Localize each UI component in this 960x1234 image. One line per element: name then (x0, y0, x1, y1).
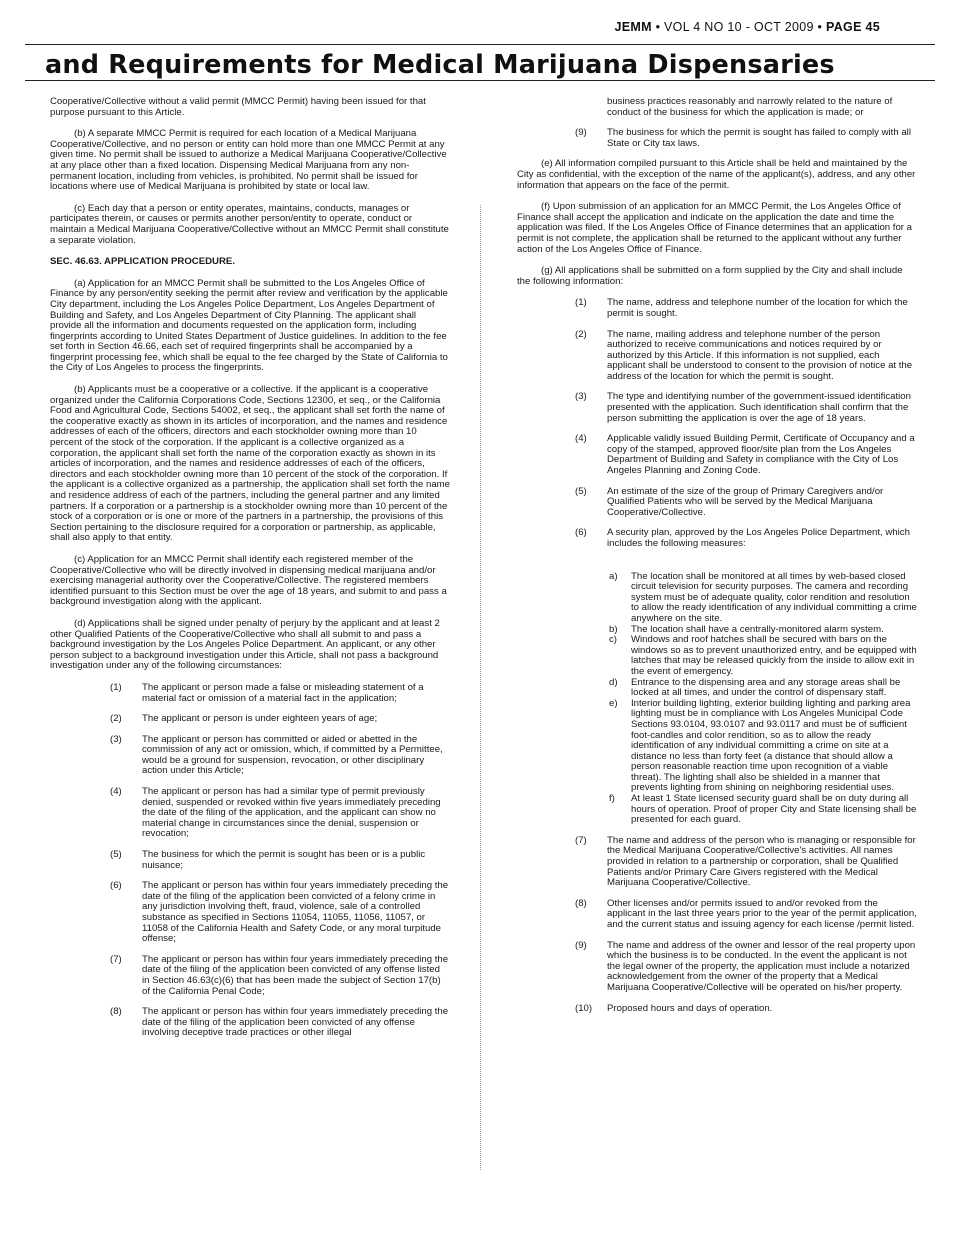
paragraph-d2: (d) Applications shall be signed under penalty of perjury by the applicant and at least 2 other Qualified Patients of the Cooperative/Collective who shall all submit to and pass a background investigation by the Los Angeles Police Department. An applicant, or any other person subject to a background investigation under this Article, shall not pass a background investigation under any of the following circumstances: (50, 617, 440, 672)
list-number: (8) (110, 1006, 122, 1018)
list-text: Proposed hours and days of operation. (607, 1002, 773, 1014)
list-text: The type and identifying number of the government-issued identification presented with the application. Such identification shall confirm that the person submitting the application is over the age of 18 years. (607, 391, 911, 424)
running-head: JEMM • VOL 4 NO 10 - OCT 2009 • PAGE 45 (614, 20, 880, 34)
list-number: (8) (575, 897, 587, 909)
sub-list-text: Windows and roof hatches shall be secured with bars on the windows so as to prevent unauthorized entry, and be equipped with latches that may be released quickly from the inside to allow exit in the event of emergency. (631, 634, 917, 677)
list-item (575, 528, 917, 549)
left-column (50, 97, 450, 1049)
list-number: (10) (575, 1002, 593, 1014)
list-item (575, 298, 917, 319)
issue-info: VOL 4 NO 10 - OCT 2009 (664, 20, 814, 34)
list-text: business practices reasonably and narrowly related to the nature of conduct of the business for which the application is made; or (607, 96, 893, 118)
list-item (575, 941, 917, 994)
list-text: The applicant or person has committed or aided or abetted in the commission of any act or omission, which, if committed by a Permittee, would be a ground for suspension, revocation, or other disciplinary action under this Article; (142, 733, 443, 777)
column-divider (480, 205, 481, 1170)
circumstances-list (50, 683, 450, 1039)
sub-list-text: The location shall be monitored at all times by web-based closed circuit television for security purposes. The camera and recording system must be of adequate quality, color rendition and resolution to allow the ready identification of any individual committing a crime anywhere on the site. (631, 570, 917, 624)
list-item (575, 128, 917, 149)
sub-list-letter: c) (609, 634, 617, 646)
list-number: (9) (575, 939, 587, 951)
list-number: (2) (575, 328, 587, 340)
list-number: (4) (110, 786, 122, 798)
list-text: The applicant or person has within four years immediately preceding the date of the filing of the application been convicted of any offense involving deceptive trade practices or other illegal (142, 1006, 449, 1039)
sub-list-letter: f) (609, 793, 615, 805)
paragraph-continued: Cooperative/Collective without a valid permit (MMCC Permit) having been issued for that purpose pursuant to this Article. (50, 96, 426, 118)
list-item (575, 899, 917, 931)
list-text: The applicant or person is under eighteen years of age; (142, 713, 378, 725)
right-column (517, 97, 917, 1024)
sub-list-item (609, 635, 917, 677)
page-header (0, 0, 960, 44)
list-item (575, 392, 917, 424)
page-number: PAGE 45 (826, 20, 880, 34)
list-text: Applicable validly issued Building Permit, Certificate of Occupancy and a copy of the stamped, approved floor/site plan from the Los Angeles Department of Building and Safety in compliance with the City of Los Angeles Planning and Zoning Code. (607, 433, 915, 477)
top-rule (25, 44, 935, 45)
application-info-list-continued (517, 836, 917, 1014)
list-item (110, 850, 450, 871)
list-text: The business for which the permit is sought has been or is a public nuisance; (142, 849, 426, 871)
sub-list-text: Interior building lighting, exterior building lighting and parking area lighting must be in compliance with Los Angeles Municipal Code Sections 93.0104, 93.0107 and 93.0117 and must be of sufficient foot-candles and color rendition, so as to allow the ready identification of any individual committing a crime on site at a distance no less than forty feet (a distance that should allow a person reasonable reaction time upon recognition of a viable threat). The lighting shall also be shielded in a manner that prevents lighting from shining on neighboring residential uses. (631, 697, 911, 794)
sub-list-item (609, 794, 917, 826)
list-number: (5) (110, 849, 122, 861)
list-text: The applicant or person has within four years immediately preceding the date of the filing of the application been convicted of a felony crime in any jurisdiction involving theft, fraud, violence, sale of a controlled substance as specified in Sections 11054, 11055, 11056, 11057, or 11058 of the California Health and Safety Code, or any moral turpitude offense; (142, 880, 449, 945)
application-info-list (517, 298, 917, 549)
bottom-rule (25, 80, 935, 81)
list-item (110, 714, 450, 725)
list-number: (2) (110, 713, 122, 725)
section-heading: SEC. 46.63. APPLICATION PROCEDURE. (50, 256, 235, 268)
list-number: (3) (110, 733, 122, 745)
sub-list-letter: e) (609, 697, 618, 709)
list-number: (7) (110, 953, 122, 965)
sub-list-letter: a) (609, 570, 618, 582)
sub-list-text: The location shall have a centrally-monitored alarm system. (631, 623, 884, 635)
list-text: The applicant or person has within four years immediately preceding the date of the filing of the application been convicted of any offense listed in Section 46.63(c)(6) that has been made the subject of Section 17(b) of the California Penal Code; (142, 953, 449, 997)
list-text: The name and address of the person who is managing or responsible for the Medical Marijuana Cooperative/Collective's activities. All names provided in relation to a partnership or corporation, shall be Qualified Patients and/or Primary Care Givers registered with the Medical Marijuana Cooperative/Collective. (607, 834, 916, 889)
sub-list-letter: b) (609, 623, 618, 635)
sub-list-item (609, 572, 917, 625)
list-item (110, 683, 450, 704)
list-text: The name and address of the owner and lessor of the real property upon which the business is to be conducted. In the event the applicant is not the legal owner of the property, the application must include a notarized acknowledgement from the owner of the property that a Medical Marijuana Cooperative/Collective will be operated on his/her property. (607, 939, 916, 993)
sub-list-letter: d) (609, 676, 618, 688)
list-item (110, 1007, 450, 1039)
sub-list-text: Entrance to the dispensing area and any storage areas shall be locked at all times, and under the control of dispensary staff. (631, 676, 901, 699)
paragraph-a2: (a) Application for an MMCC Permit shall be submitted to the Los Angeles Office of Finance by any person/entity seeking the permit after review and verification by the applicable City department, including the Los Angeles Police Department, Los Angeles Department of Building and Safety, and Los Angeles Department of City Planning. The applicant shall provide all the information and documents requested on the application form, including fingerprints according to United States Department of Justice guidelines. In addition to the fee set forth in Section 46.66, each set of required fingerprints shall be accompanied by a fingerprint processing fee, which shall be equal to the fee charged by the State of California to the City of Los Angeles to process the fingerprints. (50, 277, 448, 374)
list-text: The applicant or person made a false or misleading statement of a material fact or omission of a material fact in the application; (142, 681, 424, 704)
list-item (575, 836, 917, 889)
paragraph-c2: (c) Application for an MMCC Permit shall identify each registered member of the Cooperative/Collective who will be directly involved in dispensing medical marijuana and/or exercising managerial authority over the Cooperative/Collective. The registered members identified pursuant to this Section must be over the age of 18 years, and submit to and pass a background investigation along with the applicant. (50, 553, 447, 608)
list-number: (3) (575, 391, 587, 403)
article-headline: and Requirements for Medical Marijuana Dispensaries (45, 50, 835, 80)
list-number: (1) (110, 681, 122, 693)
sub-list-item (609, 678, 917, 699)
list-item (575, 487, 917, 519)
list-item (575, 330, 917, 383)
security-measures-list (517, 572, 917, 826)
list-item (110, 735, 450, 777)
list-text: The name, mailing address and telephone number of the person authorized to receive communications and notices required by or authorized by this Article. If this information is not supplied, each applicant shall be understood to consent to the provision of notice at the address of the location for which the permit is sought. (607, 328, 913, 382)
paragraph-f: (f) Upon submission of an application for an MMCC Permit, the Los Angeles Office of Finance shall accept the application and indicate on the application the date and time the application was filed. If the Los Angeles Office of Finance determines that an application for a permit is not complete, the application shall be returned to the applicant without any further action of the Los Angeles Office of Finance. (517, 201, 913, 255)
list-item (110, 955, 450, 997)
list-text: The business for which the permit is sought has failed to comply with all State or City tax laws. (607, 127, 911, 149)
list-item (575, 434, 917, 476)
list-text: A security plan, approved by the Los Angeles Police Department, which includes the following measures: (607, 527, 910, 549)
list-number: (9) (575, 127, 587, 139)
publication-name: JEMM (614, 20, 652, 34)
paragraph-c: (c) Each day that a person or entity operates, maintains, conducts, manages or participates therein, or causes or permits another person/entity to operate, conduct or maintain a Medical Marijuana Cooperative/Collective without an MMCC Permit shall constitute a separate violation. (50, 202, 449, 246)
list-number: (7) (575, 834, 587, 846)
paragraph-b: (b) A separate MMCC Permit is required for each location of a Medical Marijuana Cooperative/Collective, and no person or entity can hold more than one MMCC Permit at any given time. No permit shall be issued to authorize a Medical Marijuana Cooperative/Collective at any place other than a fixed location. Dispensing Medical Marijuana from any non-permanent location, including from vehicles, is prohibited. No permit shall be issued for locations where use of Medical Marijuana is prohibited by state or local law. (50, 128, 447, 193)
paragraph-g: (g) All applications shall be submitted on a form supplied by the City and shall include the following information: (517, 265, 903, 287)
sub-list-text: At least 1 State licensed security guard shall be on duty during all hours of operation. Proof of proper City and State licensing shall be presented for each guard. (631, 793, 917, 826)
list-number: (1) (575, 297, 587, 309)
list-number: (6) (575, 527, 587, 539)
list-item (110, 881, 450, 945)
list-item (575, 1004, 917, 1015)
paragraph-e: (e) All information compiled pursuant to this Article shall be held and maintained by the City as confidential, with the exception of the name of the applicant(s), address, and any other information that appears on the face of the permit. (517, 158, 916, 191)
list-number: (5) (575, 485, 587, 497)
list-text: An estimate of the size of the group of Primary Caregivers and/or Qualified Patients who will be served by the Medical Marijuana Cooperative/Collective. (607, 485, 884, 518)
list-item (110, 787, 450, 840)
list-text: The applicant or person has had a similar type of permit previously denied, suspended or revoked within five years immediately preceding the date of the filing of the application, and the applicant can show no material change in circumstances since the denial, suspension or revocation; (142, 786, 441, 840)
list-item-continued (607, 97, 917, 118)
sub-list-item (609, 699, 917, 794)
list-number: (4) (575, 433, 587, 445)
list-text: The name, address and telephone number of the location for which the permit is sought. (607, 297, 908, 319)
paragraph-b2: (b) Applicants must be a cooperative or a collective. If the applicant is a cooperative organized under the California Corporations Code, Sections 12300, et seq., or the California Food and Agricultural Code, Sections 54002, et seq., the applicant shall set forth the name of the cooperative exactly as shown in its articles of incorporation, and the names and residence addresses of each of the officers, directors and each stockholder owning more than 10 percent of the stock of the corporation. If the applicant is a collective organized as a corporation, the applicant shall set forth the name of the corporation exactly as shown in its articles of incorporation, and the names and residence addresses of each of the officers, directors and each stockholder owning more than 10 percent of the stock of the corporation. If the applicant is a collective organized as a partnership, the application shall set forth the name and residence address of each of the partners, including the general partner and any limited partners. If a corporation or a partnership is a stockholder owning more than 10 percent of the stock of a corporation or is one or more of the partners in a partnership, the provisions of this Section pertaining to the disclosure required for a corporation or partnership, as applicable, shall also apply to that entity. (50, 384, 450, 544)
list-text: Other licenses and/or permits issued to and/or revoked from the applicant in the last three years prior to the year of the permit application, and the current status and issuing agency for each license /permit listed. (607, 897, 917, 930)
list-number: (6) (110, 880, 122, 892)
